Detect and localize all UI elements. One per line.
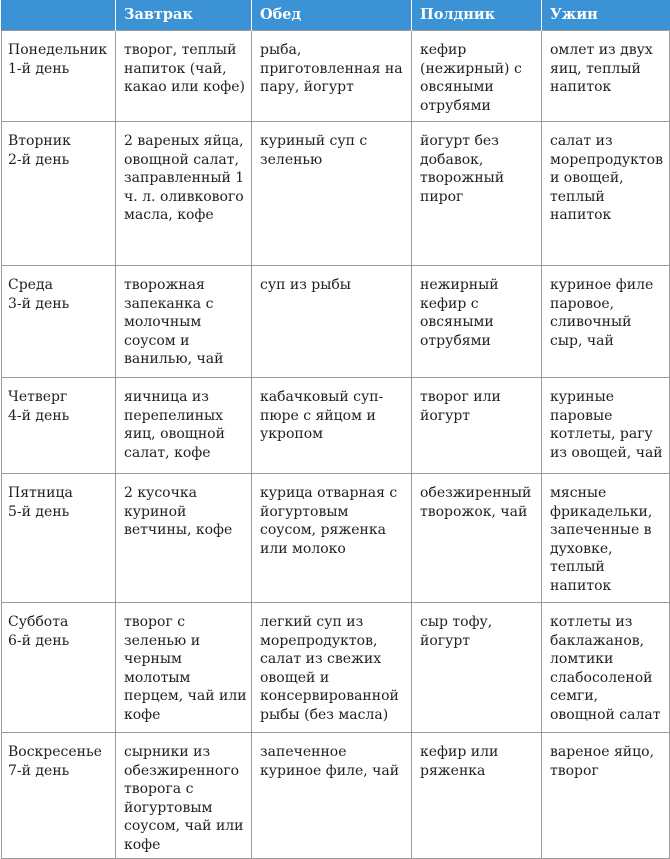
dinner-cell: омлет из двух яиц, теплый напиток — [542, 31, 670, 122]
breakfast-cell: творог, теплый напиток (чай, какао или кофе) — [116, 31, 252, 122]
lunch-cell: суп из рыбы — [252, 266, 412, 378]
day-number: 4-й день — [8, 407, 70, 424]
breakfast-cell: творожная запеканка с молочным соусом и ванилью, чай — [116, 266, 252, 378]
snack-cell: нежирный кефир с овсяными отрубями — [412, 266, 542, 378]
table-row — [2, 603, 670, 733]
dinner-cell: вареное яйцо, творог — [542, 733, 670, 859]
lunch-cell: куриный суп с зеленью — [252, 122, 412, 266]
snack-cell: творог или йогурт — [412, 378, 542, 474]
dinner-cell: мясные фрикадельки, запеченные в духовке, теплый напиток — [542, 474, 670, 603]
lunch-cell: кабачковый суп-пюре с яйцом и укропом — [252, 378, 412, 474]
header-breakfast: Завтрак — [116, 0, 252, 31]
table-body — [2, 31, 670, 859]
day-name: Понедельник — [8, 42, 108, 58]
breakfast-cell: творог с зеленью и черным молотым перцем, чай или кофе — [116, 603, 252, 733]
breakfast-cell: 2 вареных яйца, овощной салат, заправленный 1 ч. л. оливкового масла, кофе — [116, 122, 252, 266]
snack-cell: йогурт без добавок, творожный пирог — [412, 122, 542, 266]
dinner-cell: котлеты из баклажанов, ломтики слабосоленой семги, овощной салат — [542, 603, 670, 733]
day-name: Четверг — [8, 389, 68, 405]
lunch-cell: курица отварная с йогуртовым соусом, ряженка или молоко — [252, 474, 412, 603]
header-row — [2, 0, 670, 31]
day-cell — [2, 733, 116, 859]
lunch-cell: легкий суп из морепродуктов, салат из свежих овощей и консервированной рыбы (без масла) — [252, 603, 412, 733]
table-row — [2, 266, 670, 378]
day-cell — [2, 603, 116, 733]
day-number: 5-й день — [8, 503, 70, 520]
table-row — [2, 122, 670, 266]
header-dinner: Ужин — [542, 0, 670, 31]
day-cell — [2, 31, 116, 122]
snack-cell: кефир или ряженка — [412, 733, 542, 859]
day-number: 1-й день — [8, 60, 70, 77]
dinner-cell: куриные паровые котлеты, рагу из овощей, чай — [542, 378, 670, 474]
day-name: Пятница — [8, 485, 73, 501]
snack-cell: обезжиренный творожок, чай — [412, 474, 542, 603]
weekly-meal-table — [1, 0, 670, 859]
breakfast-cell: сырники из обезжиренного творога с йогуртовым соусом, чай или кофе — [116, 733, 252, 859]
day-name: Суббота — [8, 614, 69, 630]
snack-cell: кефир (нежирный) с овсяными отрубями — [412, 31, 542, 122]
header-day-column — [2, 0, 116, 31]
table-header — [2, 0, 670, 31]
day-name: Воскресенье — [8, 744, 102, 760]
day-cell — [2, 122, 116, 266]
day-name: Среда — [8, 277, 53, 293]
lunch-cell: запеченное куриное филе, чай — [252, 733, 412, 859]
lunch-cell: рыба, приготовленная на пару, йогурт — [252, 31, 412, 122]
day-cell — [2, 474, 116, 603]
header-snack: Полдник — [412, 0, 542, 31]
table-row — [2, 733, 670, 859]
day-number: 2-й день — [8, 151, 70, 168]
dinner-cell: салат из морепродуктов и овощей, теплый напиток — [542, 122, 670, 266]
dinner-cell: куриное филе паровое, сливочный сыр, чай — [542, 266, 670, 378]
day-number: 6-й день — [8, 632, 70, 649]
day-number: 7-й день — [8, 762, 70, 779]
header-lunch: Обед — [252, 0, 412, 31]
table-row — [2, 474, 670, 603]
day-number: 3-й день — [8, 295, 70, 312]
table-row — [2, 31, 670, 122]
table-row — [2, 378, 670, 474]
breakfast-cell: 2 кусочка куриной ветчины, кофе — [116, 474, 252, 603]
snack-cell: сыр тофу, йогурт — [412, 603, 542, 733]
day-cell — [2, 266, 116, 378]
breakfast-cell: яичница из перепелиных яиц, овощной салат, кофе — [116, 378, 252, 474]
day-cell — [2, 378, 116, 474]
day-name: Вторник — [8, 133, 71, 149]
